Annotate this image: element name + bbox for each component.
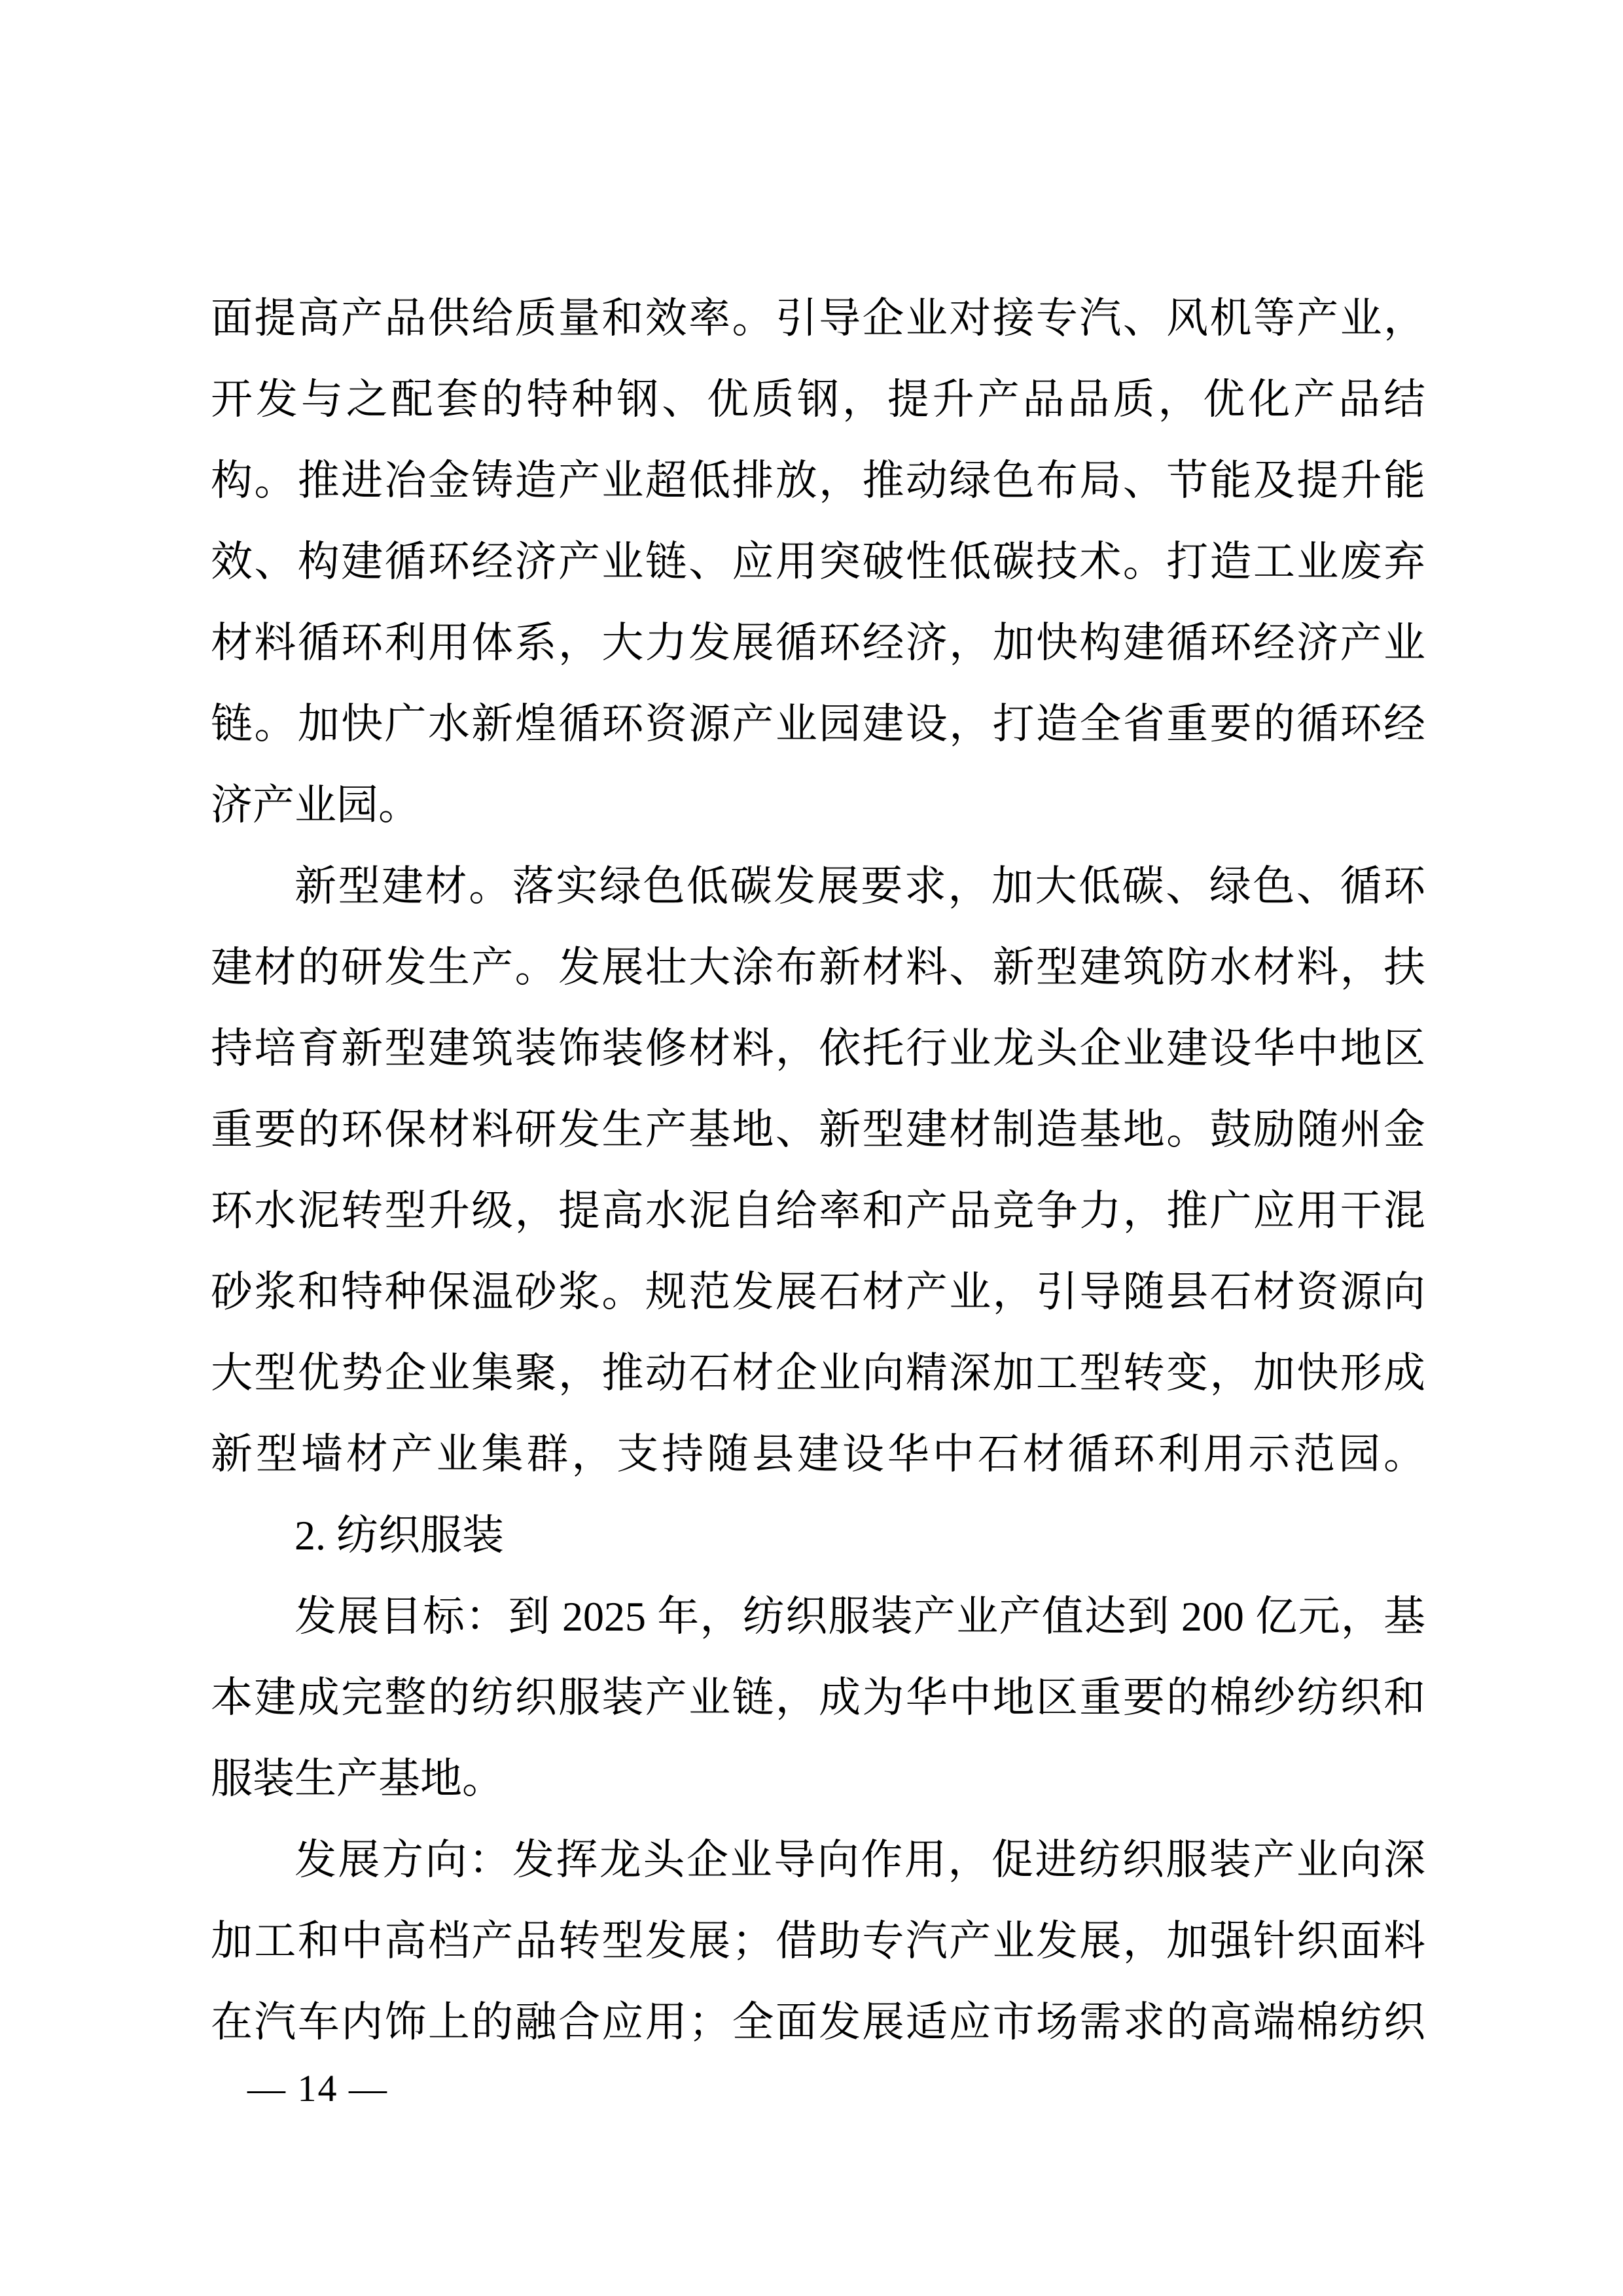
text-line: 开发与之配套的特种钢、优质钢，提升产品品质，优化产品结 [211,376,1425,423]
text-line: 服装生产基地。 [211,1756,504,1802]
text-line: 持培育新型建筑装饰装修材料，依托行业龙头企业建设华中地区 [211,1025,1425,1072]
text-line: 建材的研发生产。发展壮大涂布新材料、新型建筑防水材料，扶 [211,944,1425,991]
text-line: 新型墙材产业集群，支持随县建设华中石材循环利用示范园。 [211,1431,1425,1477]
text-line: 2. 纺织服装 [294,1512,504,1559]
text-line: 发展方向：发挥龙头企业导向作用，促进纺织服装产业向深 [294,1837,1425,1883]
text-line: 发展目标：到 2025 年，纺织服装产业产值达到 200 亿元，基 [294,1593,1425,1640]
page-number: — 14 — [247,2067,388,2110]
body-text-block [211,278,1425,2063]
page-footer [247,2068,388,2110]
text-line: 材料循环利用体系，大力发展循环经济，加快构建循环经济产业 [211,620,1425,666]
text-line: 面提高产品供给质量和效率。引导企业对接专汽、风机等产业， [211,295,1425,342]
text-line: 济产业园。 [211,782,420,828]
text-line: 新型建材。落实绿色低碳发展要求，加大低碳、绿色、循环 [294,863,1425,910]
text-line: 环水泥转型升级，提高水泥自给率和产品竞争力，推广应用干混 [211,1188,1425,1234]
text-line: 构。推进冶金铸造产业超低排放，推动绿色布局、节能及提升能 [211,457,1425,504]
text-line: 本建成完整的纺织服装产业链，成为华中地区重要的棉纱纺织和 [211,1674,1425,1721]
text-line: 效、构建循环经济产业链、应用突破性低碳技术。打造工业废弃 [211,539,1425,585]
text-line: 链。加快广水新煌循环资源产业园建设，打造全省重要的循环经 [211,701,1425,747]
text-line: 砂浆和特种保温砂浆。规范发展石材产业，引导随县石材资源向 [211,1269,1425,1315]
text-line: 加工和中高档产品转型发展；借助专汽产业发展，加强针织面料 [211,1918,1425,1964]
text-line: 重要的环保材料研发生产基地、新型建材制造基地。鼓励随州金 [211,1106,1425,1153]
text-line: 在汽车内饰上的融合应用；全面发展适应市场需求的高端棉纺织 [211,1999,1425,2045]
text-line: 大型优势企业集聚，推动石材企业向精深加工型转变，加快形成 [211,1350,1425,1396]
